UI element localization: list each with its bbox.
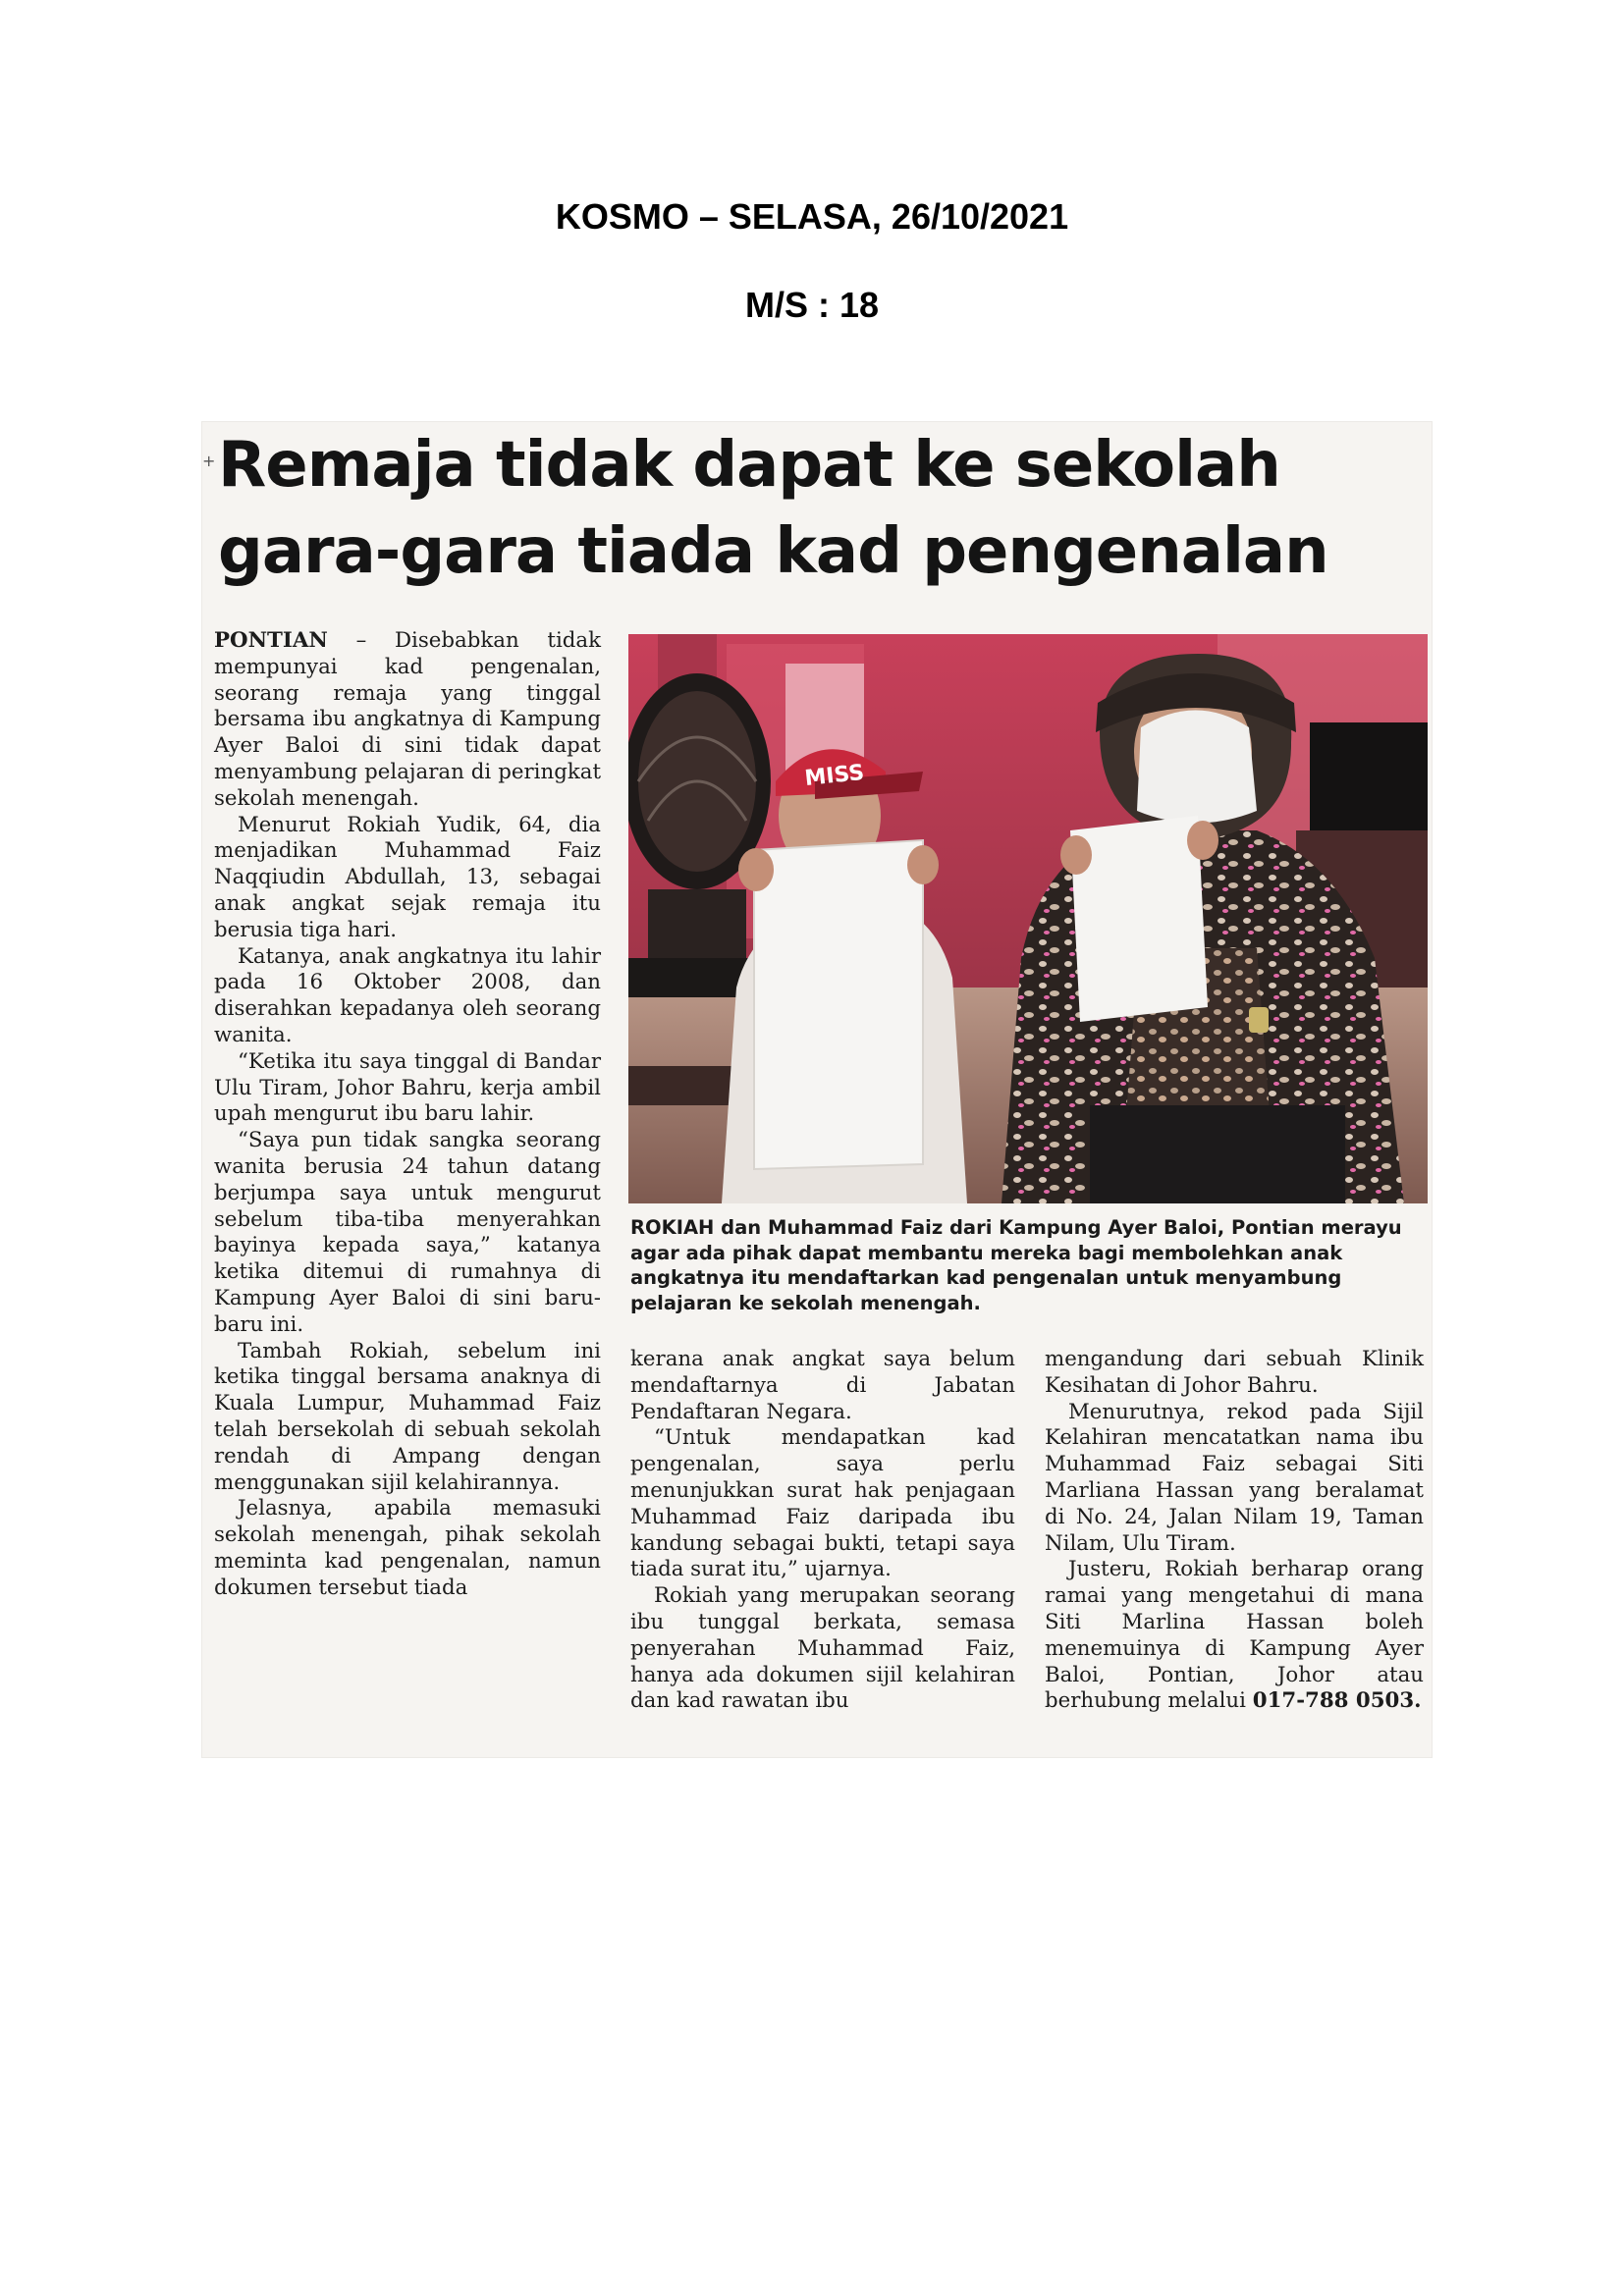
paragraph: PONTIAN – Disebabkan tidak mempunyai kad pengenalan, seorang remaja yang tinggal bersama ibu angkatnya di Kampung Ayer Baloi di sini tidak dapat menyambung pelajaran di peringkat sekolah menengah. — [214, 628, 601, 811]
paragraph: Menurutnya, rekod pada Sijil Kelahiran mencatatkan nama ibu Muhammad Faiz sebagai Siti Marliana Hassan yang beralamat di No. 24, Jalan Nilam 19, Taman Nilam, Ulu Tiram. — [1045, 1399, 1424, 1556]
paragraph: Rokiah yang merupakan seorang ibu tunggal berkata, semasa penyerahan Muhammad Faiz, hanya ada dokumen sijil kelahiran dan kad rawatan ibu — [630, 1583, 1015, 1714]
cap-lettering: MISS — [803, 760, 866, 792]
article-column-1 — [214, 628, 601, 1601]
paragraph: Justeru, Rokiah berharap orang ramai yang mengetahui di mana Siti Marlina Hassan boleh menemuinya di Kampung Ayer Baloi, Pontian, Johor atau berhubung melalui 017-788 0503. — [1045, 1557, 1424, 1714]
paragraph: Katanya, anak angkatnya itu lahir pada 16 Oktober 2008, dan diserahkan kepadanya oleh seorang wanita. — [214, 943, 601, 1047]
article-column-2 — [630, 1347, 1015, 1715]
paragraph: mengandung dari sebuah Klinik Kesihatan di Johor Bahru. — [1045, 1347, 1424, 1398]
headline-line-1: Remaja tidak dapat ke sekolah — [218, 429, 1280, 502]
paragraph: “Ketika itu saya tinggal di Bandar Ulu Tiram, Johor Bahru, kerja ambil upah mengurut ibu baru lahir. — [214, 1048, 601, 1127]
newspaper-clipping — [202, 422, 1432, 1757]
clipping-source-date: KOSMO – SELASA, 26/10/2021 — [555, 196, 1069, 237]
page-number: M/S : 18 — [744, 285, 880, 325]
paragraph: Jelasnya, apabila memasuki sekolah menengah, pihak sekolah meminta kad pengenalan, namun dokumen tersebut tiada — [214, 1496, 601, 1600]
registration-mark-icon: + — [202, 452, 216, 470]
contact-phone: 017-788 0503. — [1252, 1688, 1422, 1714]
paragraph: Tambah Rokiah, sebelum ini ketika tinggal bersama anaknya di Kuala Lumpur, Muhammad Faiz telah bersekolah di sebuah sekolah rendah di Ampang dengan menggunakan sijil kelahirannya. — [214, 1338, 601, 1495]
photo-caption: ROKIAH dan Muhammad Faiz dari Kampung Ayer Baloi, Pontian merayu agar ada pihak dapat membantu mereka bagi membolehkan anak angkatnya itu mendaftarkan kad pengenalan untuk menyambung pelajaran ke sekolah menengah. — [630, 1216, 1402, 1314]
dateline: PONTIAN — [214, 628, 328, 653]
paragraph: “Saya pun tidak sangka seorang wanita berusia 24 tahun datang berjumpa saya untuk mengurut sebelum tiba-tiba menyerahkan bayinya kepada saya,” katanya ketika ditemui di rumahnya di Kampung Ayer Baloi di sini baru-baru ini. — [214, 1128, 601, 1337]
paragraph: “Untuk mendapatkan kad pengenalan, saya perlu menunjukkan surat hak penjagaan Muhammad Faiz daripada ibu kandung sebagai bukti, tetapi saya tiada surat itu,” ujarnya. — [630, 1425, 1015, 1582]
article-photo — [628, 634, 1428, 1203]
article-column-3 — [1045, 1347, 1424, 1715]
headline-line-2: gara-gara tiada kad pengenalan — [218, 515, 1328, 588]
paragraph: Menurut Rokiah Yudik, 64, dia menjadikan Muhammad Faiz Naqqiudin Abdullah, 13, sebagai anak angkat sejak remaja itu berusia tiga hari. — [214, 812, 601, 942]
paragraph: kerana anak angkat saya belum mendaftarnya di Jabatan Pendaftaran Negara. — [630, 1347, 1015, 1424]
article-headline — [218, 422, 1426, 595]
photo-illustration — [628, 634, 1428, 1203]
